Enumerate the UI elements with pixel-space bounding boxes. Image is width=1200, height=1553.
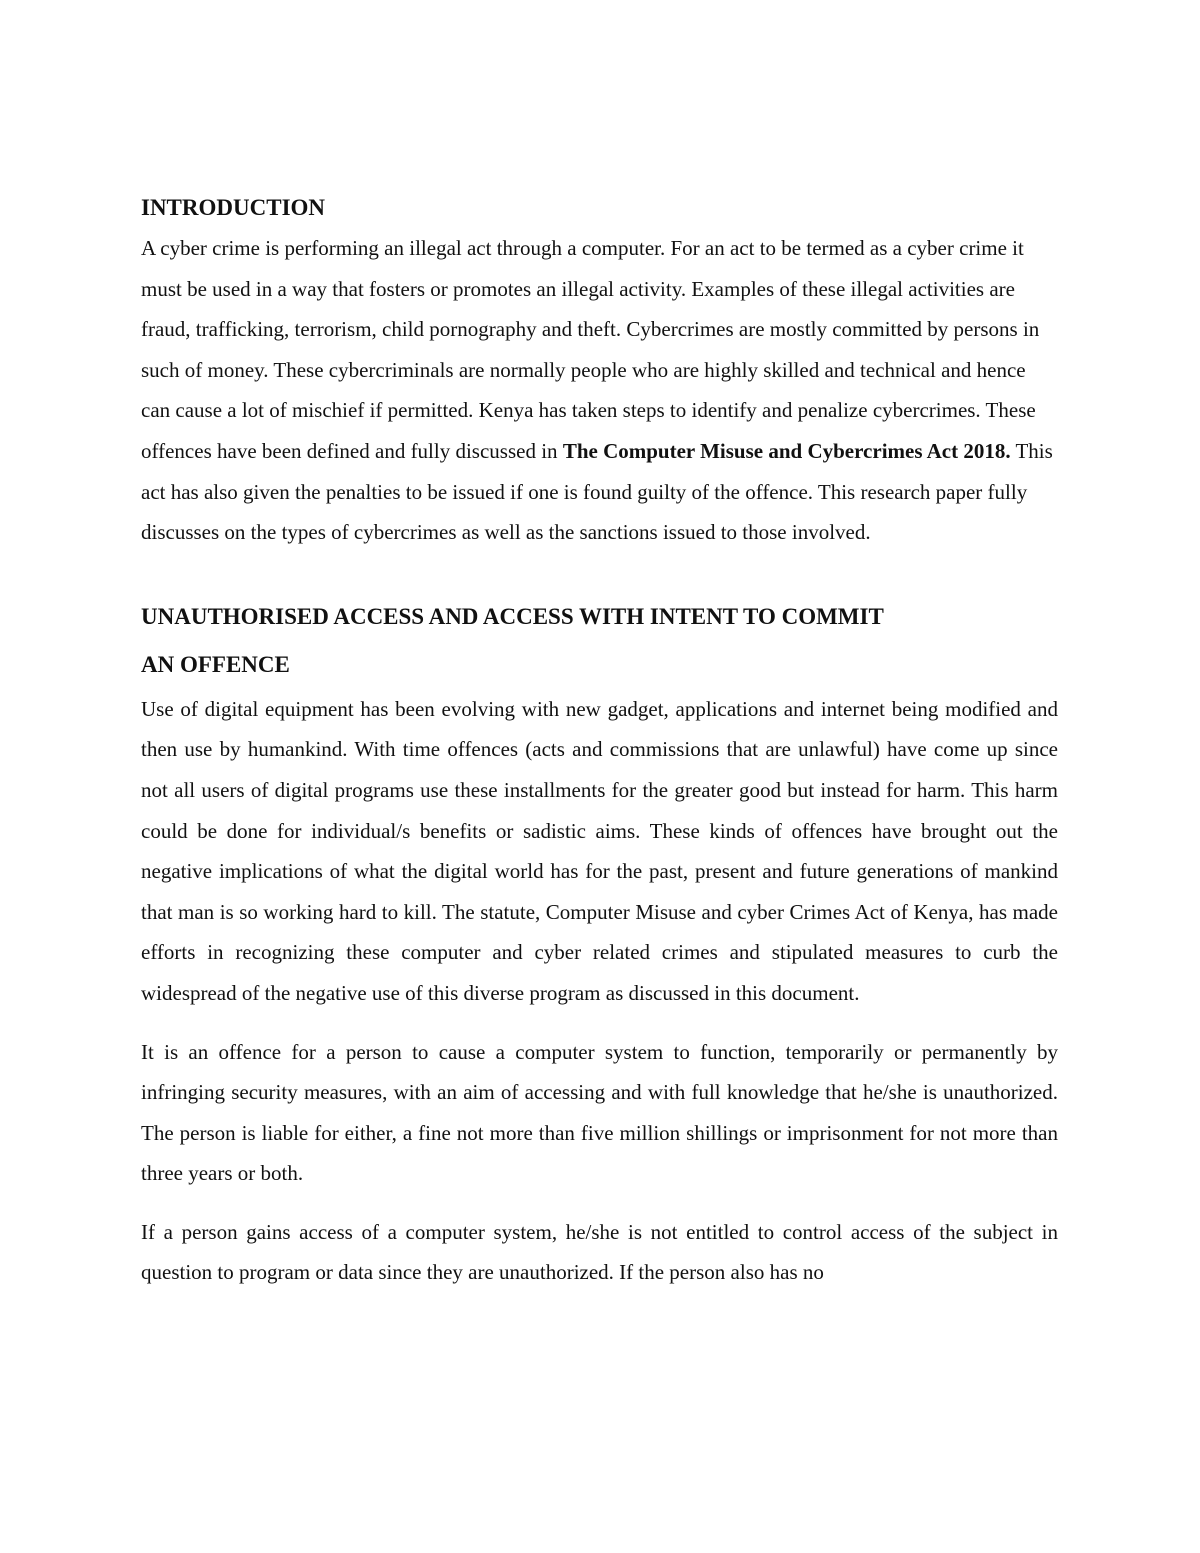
heading-line-1: UNAUTHORISED ACCESS AND ACCESS WITH INTENT TO COMMIT (141, 603, 884, 629)
access-control-paragraph: If a person gains access of a computer system, he/she is not entitled to control access of the subject in question to program or data since they are unauthorized. If the person also has no (141, 1219, 1058, 1285)
act-title: The Computer Misuse and Cybercrimes Act 2018. (562, 438, 1011, 463)
introduction-text-end: This act has also given the penalties to be issued if one is found guilty of the offence. This research paper fully discusses on the types of cybercrimes as well as the sanctions issued to those involved. (141, 438, 1053, 545)
introduction-text-start: A cyber crime is performing an illegal act through a computer. For an act to be termed as a cyber crime it must be used in a way that fosters or promotes an illegal activity. Examples of these illegal activities are fraud, trafficking, terrorism, child pornography and theft. Cybercrimes are mostly committed by persons in such of money. These cybercriminals are normally people who are highly skilled and technical and hence can cause a lot of mischief if permitted. Kenya has taken steps to identify and penalize cybercrimes. These offences have been defined and fully discussed in (141, 236, 1040, 463)
introduction-heading: INTRODUCTION (141, 195, 326, 220)
digital-equipment-paragraph: Use of digital equipment has been evolving with new gadget, applications and internet being modified and then use by humankind. With time offences (acts and commissions that are unlawful) have come up since not all users of digital programs use these installments for the greater good but instead for harm. This harm could be done for individual/s benefits or sadistic aims. These kinds of offences have brought out the negative implications of what the digital world has for the past, present and future generations of mankind that man is so working hard to kill. The statute, Computer Misuse and cyber Crimes Act of Kenya, has made efforts in recognizing these computer and cyber related crimes and stipulated measures to curb the widespread of the negative use of this diverse program as discussed in this document. (141, 696, 1058, 1005)
offence-paragraph: It is an offence for a person to cause a computer system to function, temporarily or permanently by infringing security measures, with an aim of accessing and with full knowledge that he/she is unauthorized. The person is liable for either, a fine not more than five million shillings or imprisonment for not more than three years or both. (141, 1039, 1058, 1186)
heading-line-2: AN OFFENCE (141, 651, 290, 677)
document-body (141, 188, 1058, 1293)
introduction-paragraph (141, 228, 1058, 553)
unauthorised-access-heading (141, 593, 1058, 689)
